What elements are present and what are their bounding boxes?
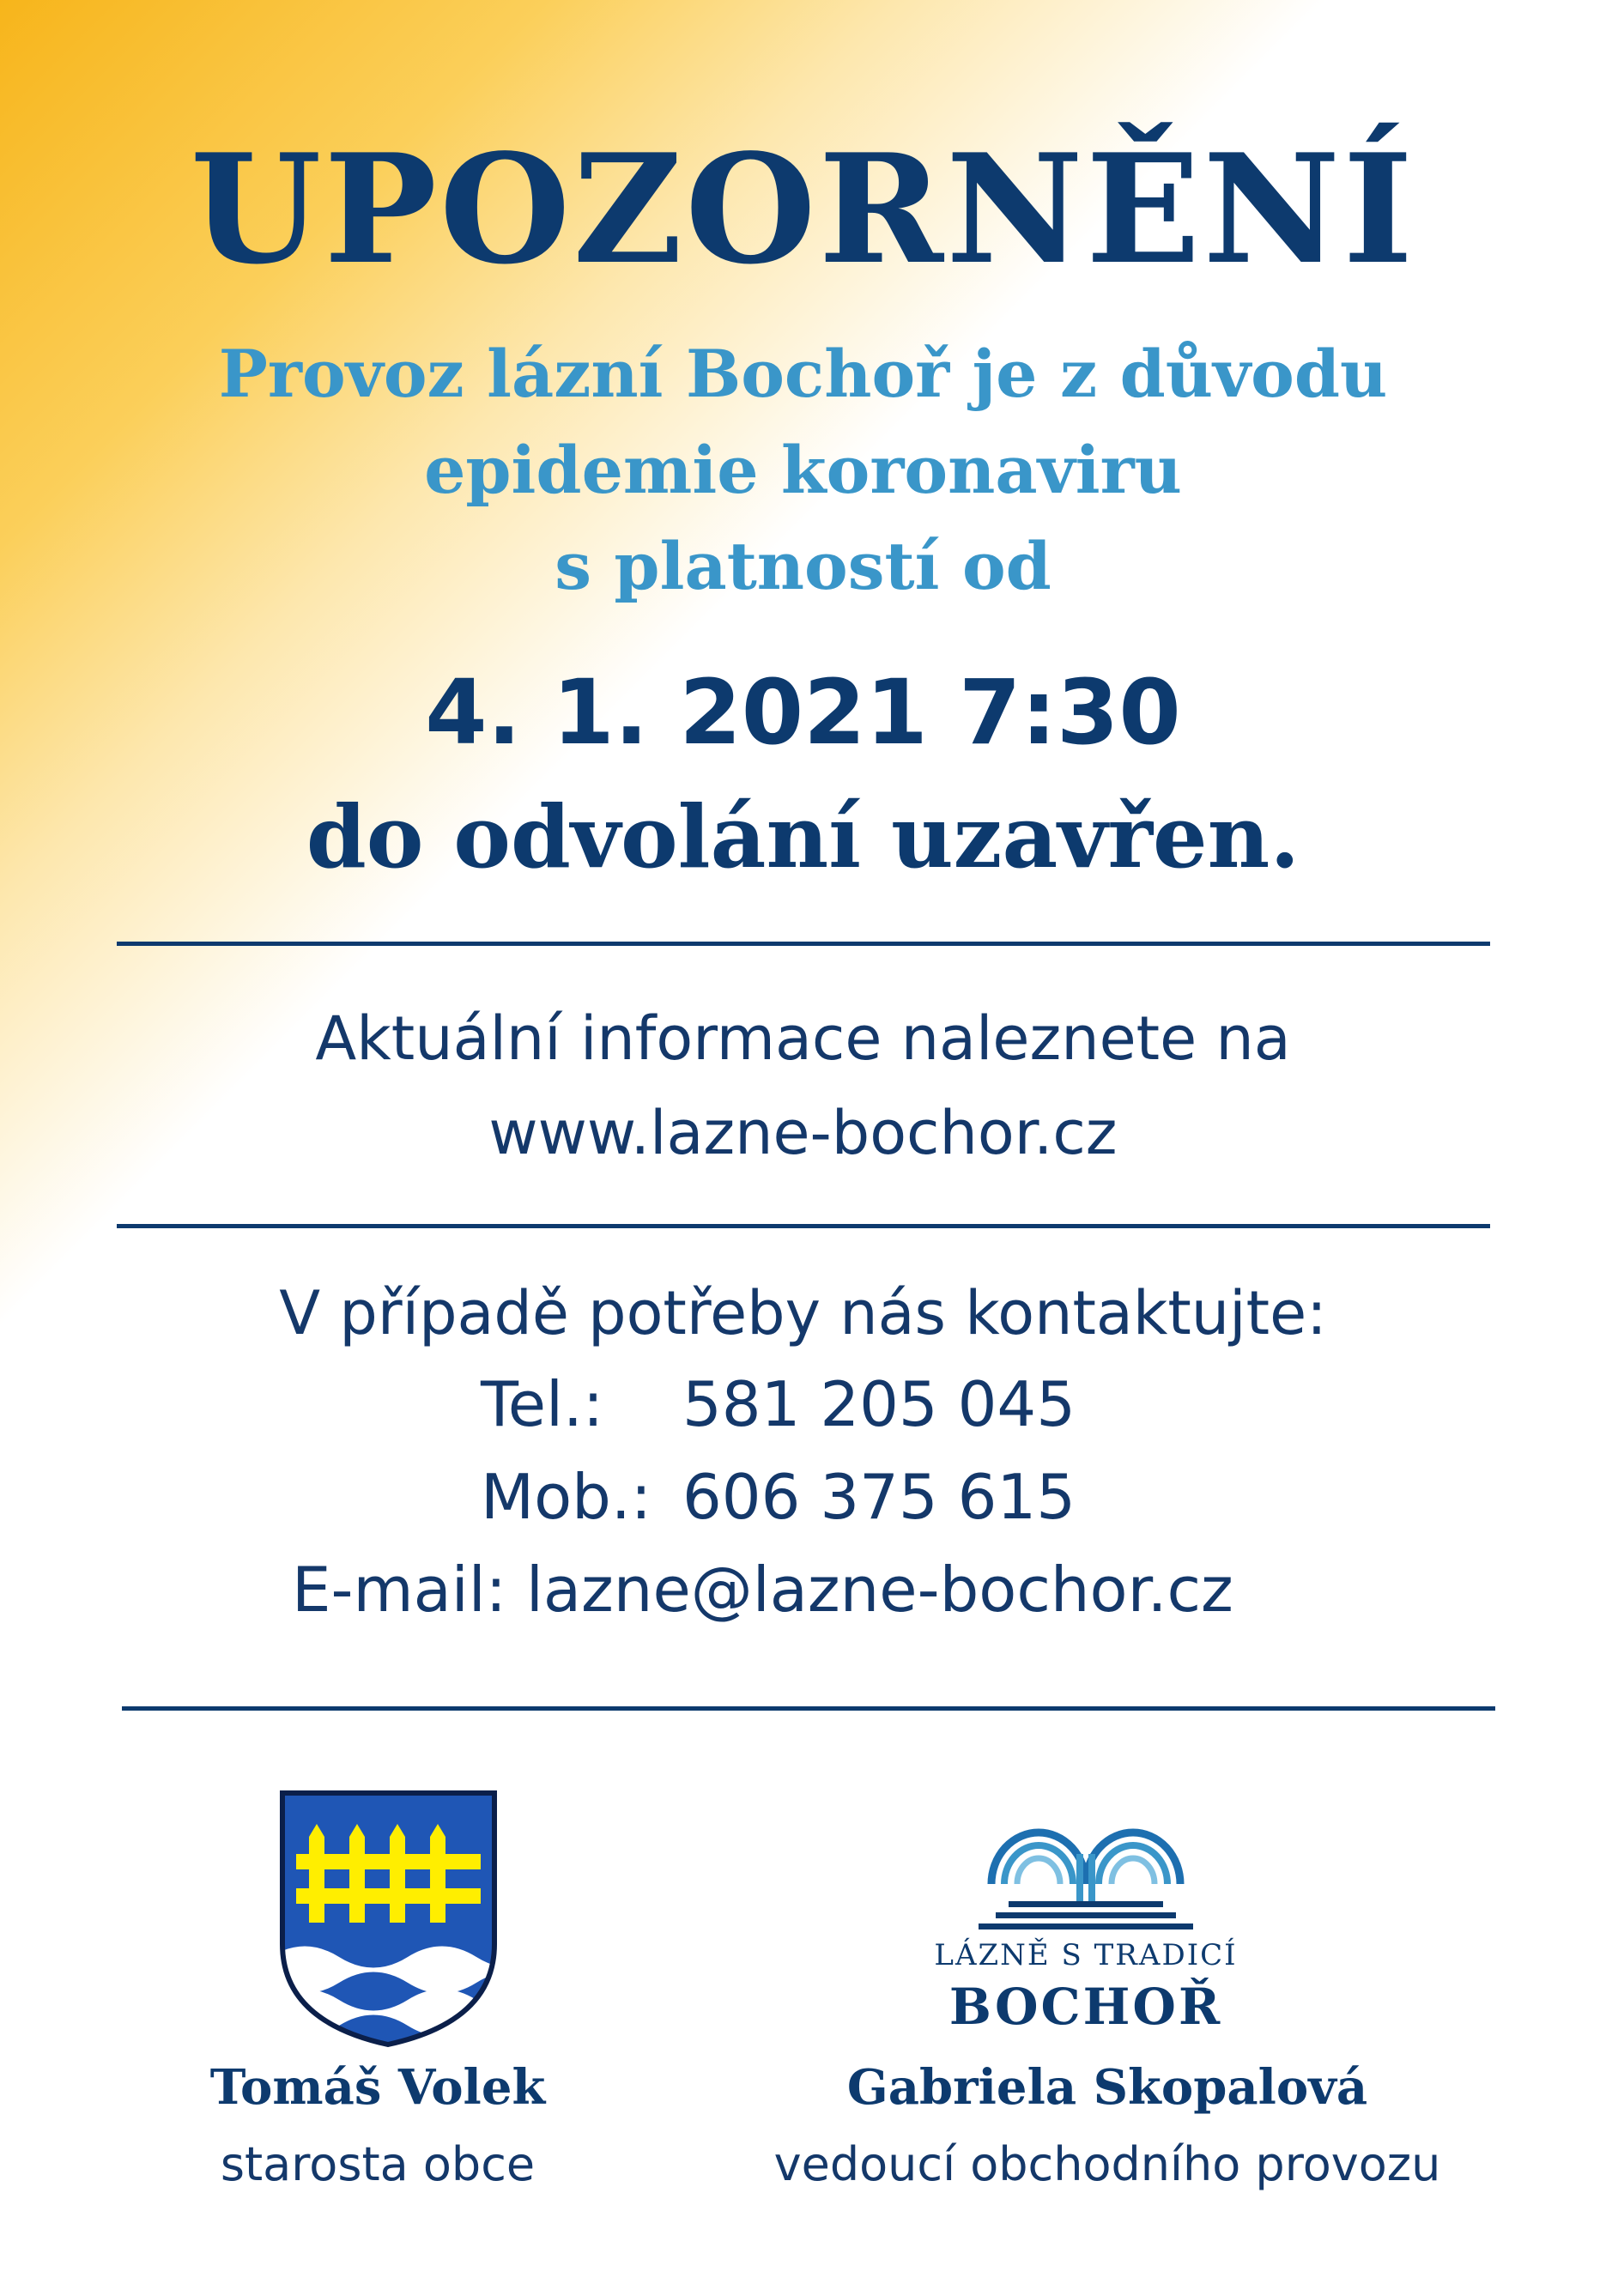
notice-subtitle	[0, 326, 1606, 615]
mayor-role: starosta obce	[220, 2137, 536, 2191]
notice-title: UPOZORNĚNÍ	[190, 122, 1416, 298]
divider-bottom	[122, 1706, 1495, 1711]
info-block	[0, 991, 1606, 1180]
subtitle-line: epidemie koronaviru	[424, 432, 1182, 508]
mobile-number[interactable]: 606 375 615	[682, 1461, 1076, 1533]
phone-row	[481, 1360, 1076, 1450]
phone-label: Tel.:	[481, 1368, 604, 1440]
divider-top	[117, 942, 1490, 946]
phone-number[interactable]: 581 205 045	[682, 1368, 1076, 1440]
coat-of-arms-icon	[279, 1790, 498, 2047]
closure-statement: do odvolání uzavřen.	[306, 786, 1300, 888]
email-label: E-mail:	[292, 1554, 506, 1626]
subtitle-line: Provoz lázní Bochoř je z důvodu	[218, 336, 1388, 412]
website-link[interactable]: www.lazne-bochor.cz	[488, 1098, 1118, 1168]
manager-name: Gabriela Skopalová	[846, 2059, 1368, 2116]
mayor-name: Tomáš Volek	[209, 2059, 546, 2116]
info-text: Aktuální informace naleznete na	[315, 1003, 1291, 1074]
spa-tagline: LÁZNĚ S TRADICÍ	[934, 1938, 1238, 1972]
mobile-row	[481, 1452, 1076, 1542]
divider-middle	[117, 1224, 1490, 1228]
mobile-label: Mob.:	[481, 1461, 652, 1533]
email-row	[292, 1545, 1233, 1635]
subtitle-line: s platností od	[555, 528, 1051, 604]
spa-name: BOCHOŘ	[948, 1978, 1223, 2036]
contact-intro: V případě potřeby nás kontaktujte:	[279, 1278, 1327, 1348]
email-address[interactable]: lazne@lazne-bochor.cz	[525, 1554, 1233, 1626]
manager-role: vedoucí obchodního provozu	[773, 2137, 1441, 2191]
closure-date: 4. 1. 2021 7:30	[425, 660, 1181, 765]
